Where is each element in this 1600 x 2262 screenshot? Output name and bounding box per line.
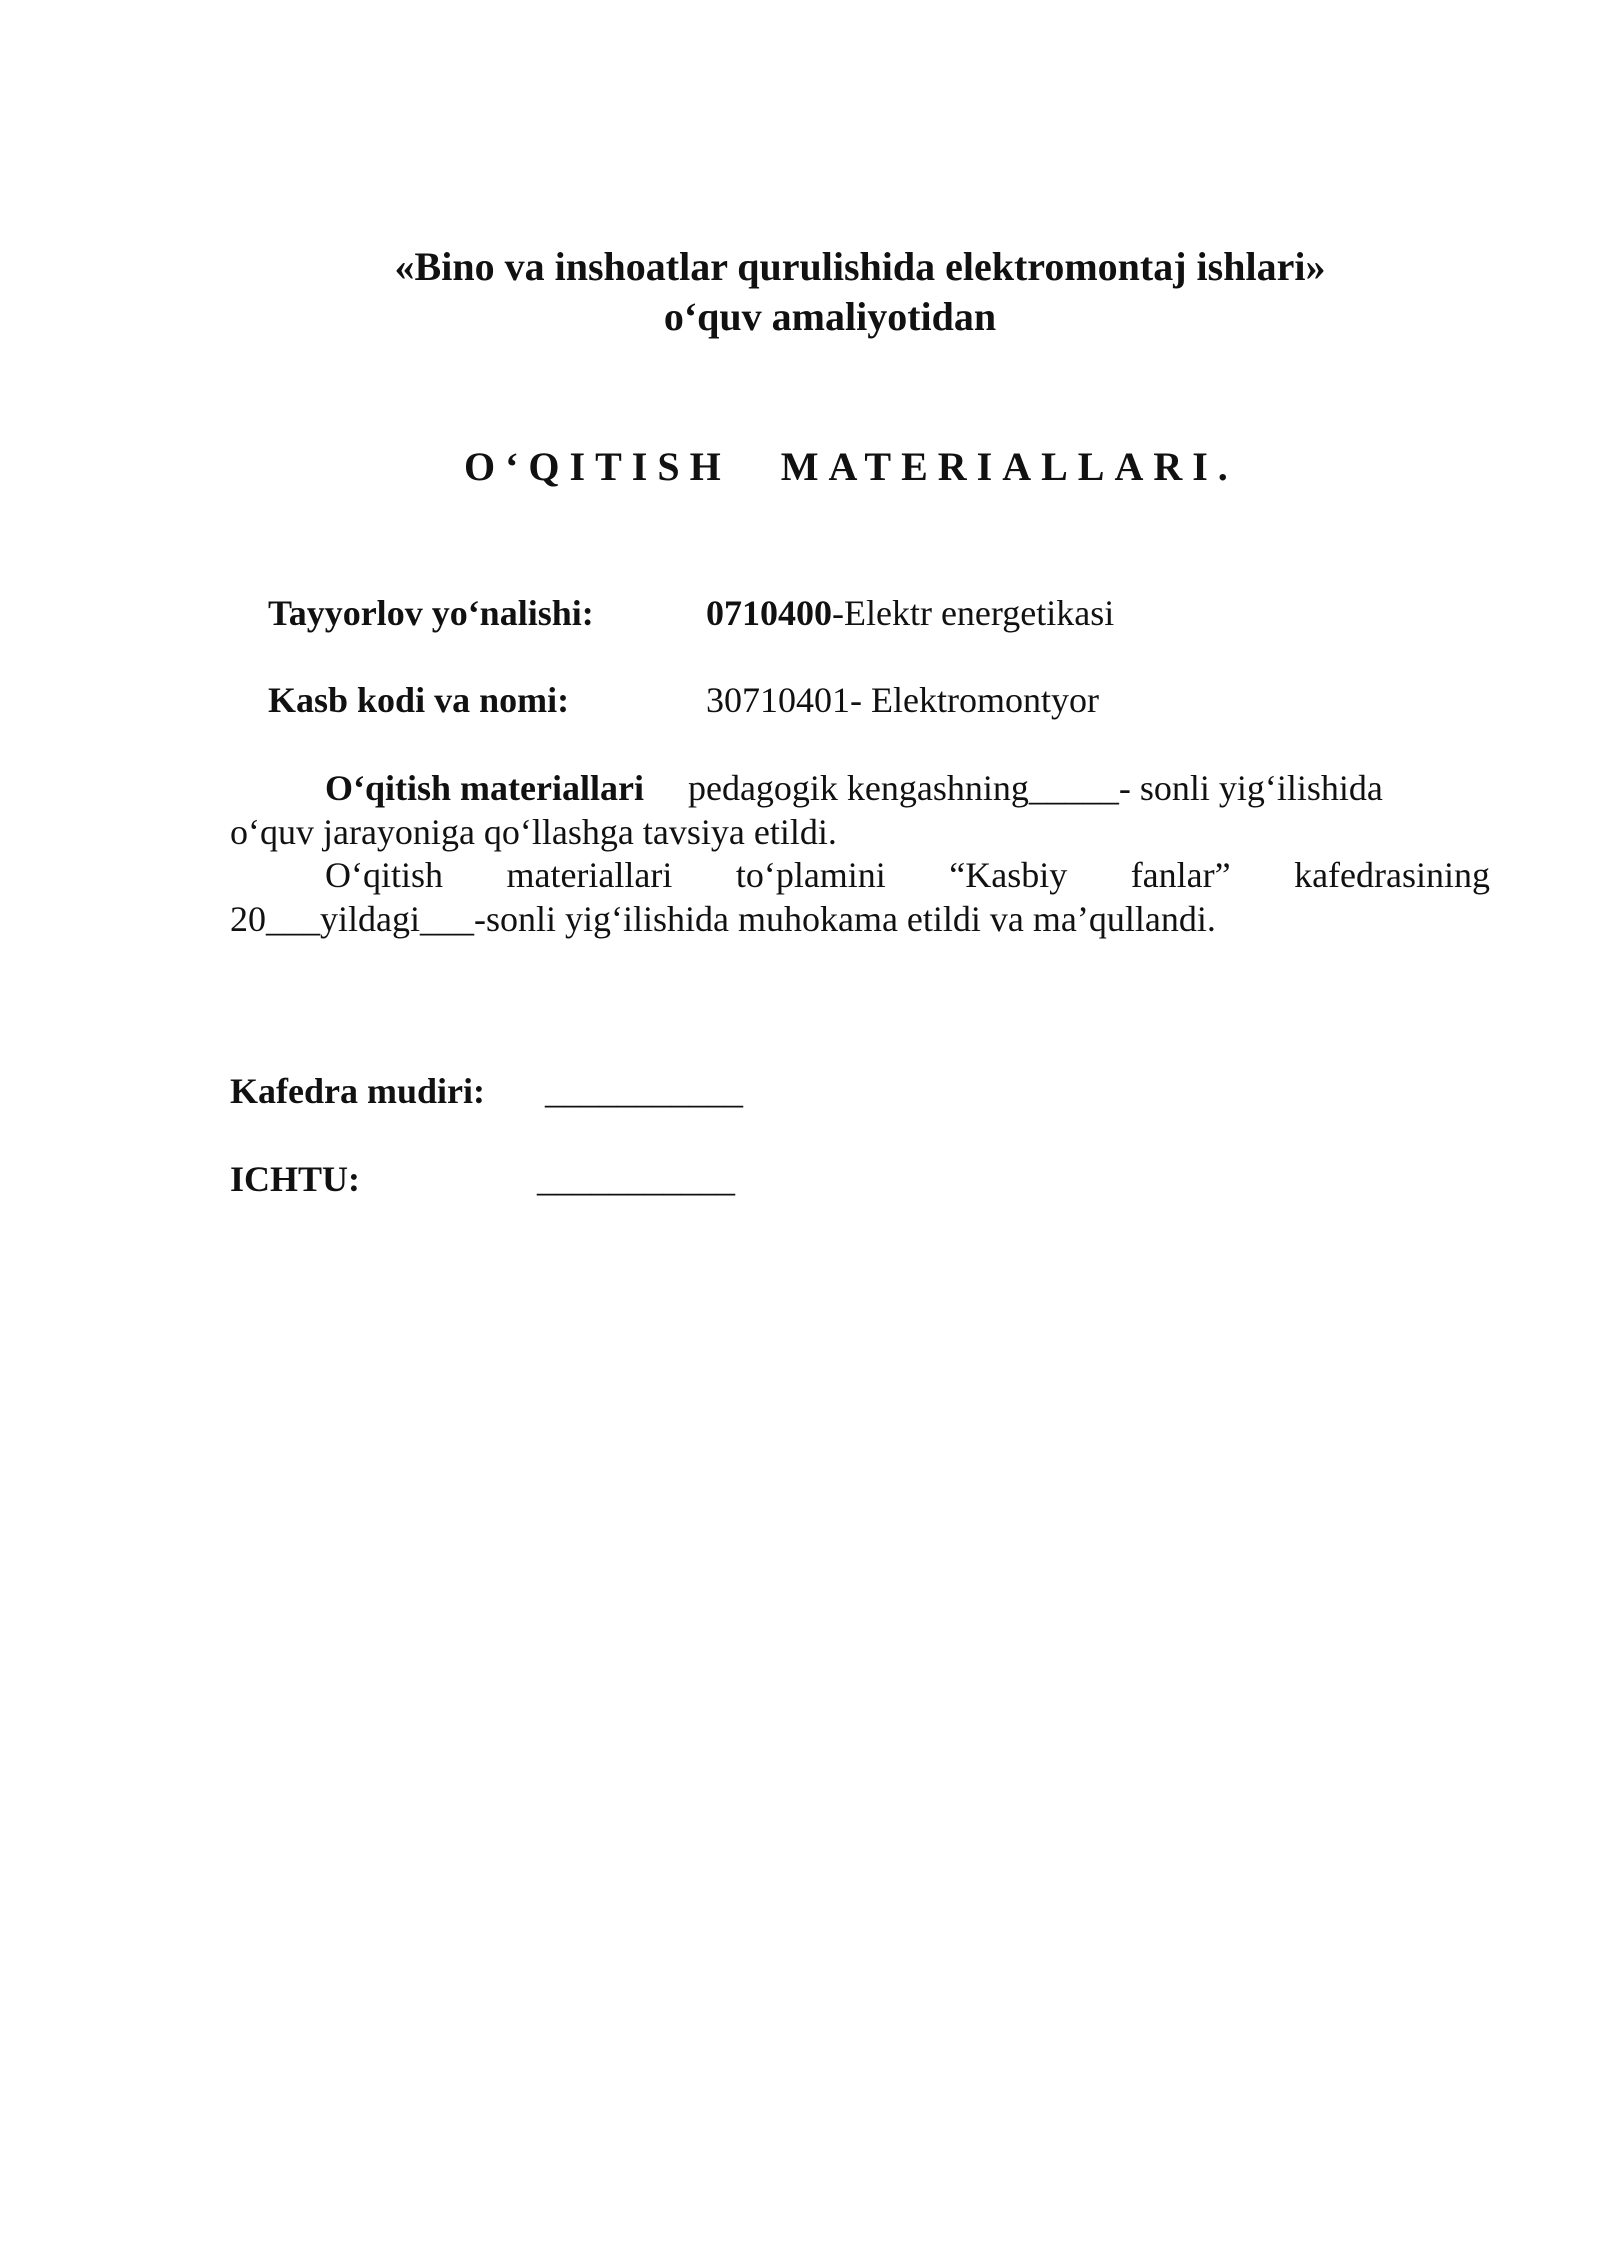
field-label-direction: Tayyorlov yo‘nalishi: bbox=[268, 593, 594, 633]
signature-row-head bbox=[230, 1069, 743, 1113]
signature-label-ichtu: ICHTU: bbox=[230, 1159, 361, 1199]
paragraph1-line2: o‘quv jarayoniga qo‘llashga tavsiya etildi. bbox=[230, 812, 837, 852]
paragraph1-bold-lead: O‘qitish materiallari bbox=[325, 768, 644, 808]
paragraph2-line1: O‘qitish materiallari to‘plamini “Kasbiy fanlar” kafedrasining bbox=[325, 855, 1490, 895]
approval-paragraph bbox=[230, 853, 1490, 941]
paragraph1-line1-rest: pedagogik kengashning_____- sonli yig‘ilishida bbox=[687, 768, 1383, 808]
heading-word-1: O‘QITISH bbox=[464, 444, 731, 489]
field-row-direction bbox=[268, 591, 1114, 635]
paragraph2-line2: 20___yildagi___-sonli yig‘ilishida muhokama etildi va ma’qullandi. bbox=[230, 899, 1216, 939]
document-title bbox=[0, 242, 1600, 342]
heading-word-2: MATERIALLARI. bbox=[780, 444, 1238, 489]
field-label-profession: Kasb kodi va nomi: bbox=[268, 680, 570, 720]
recommendation-paragraph bbox=[230, 766, 1490, 854]
field-value-direction-code: 0710400 bbox=[706, 593, 832, 633]
signature-blank-head: ___________ bbox=[545, 1071, 743, 1111]
field-value-direction: -Elektr energetikasi bbox=[832, 593, 1115, 633]
paragraph1-line1 bbox=[230, 766, 1490, 810]
signature-blank-ichtu: ___________ bbox=[537, 1159, 735, 1199]
field-value-profession: 30710401- Elektromontyor bbox=[706, 680, 1099, 720]
title-line-1: «Bino va inshoatlar qurulishida elektromontaj ishlari» bbox=[394, 244, 1326, 289]
signature-label-head: Kafedra mudiri: bbox=[230, 1071, 485, 1111]
section-heading bbox=[464, 442, 1238, 492]
signature-row-ichtu bbox=[230, 1157, 735, 1201]
field-row-profession bbox=[268, 678, 1099, 722]
title-line-2: o‘quv amaliyotidan bbox=[663, 294, 997, 339]
